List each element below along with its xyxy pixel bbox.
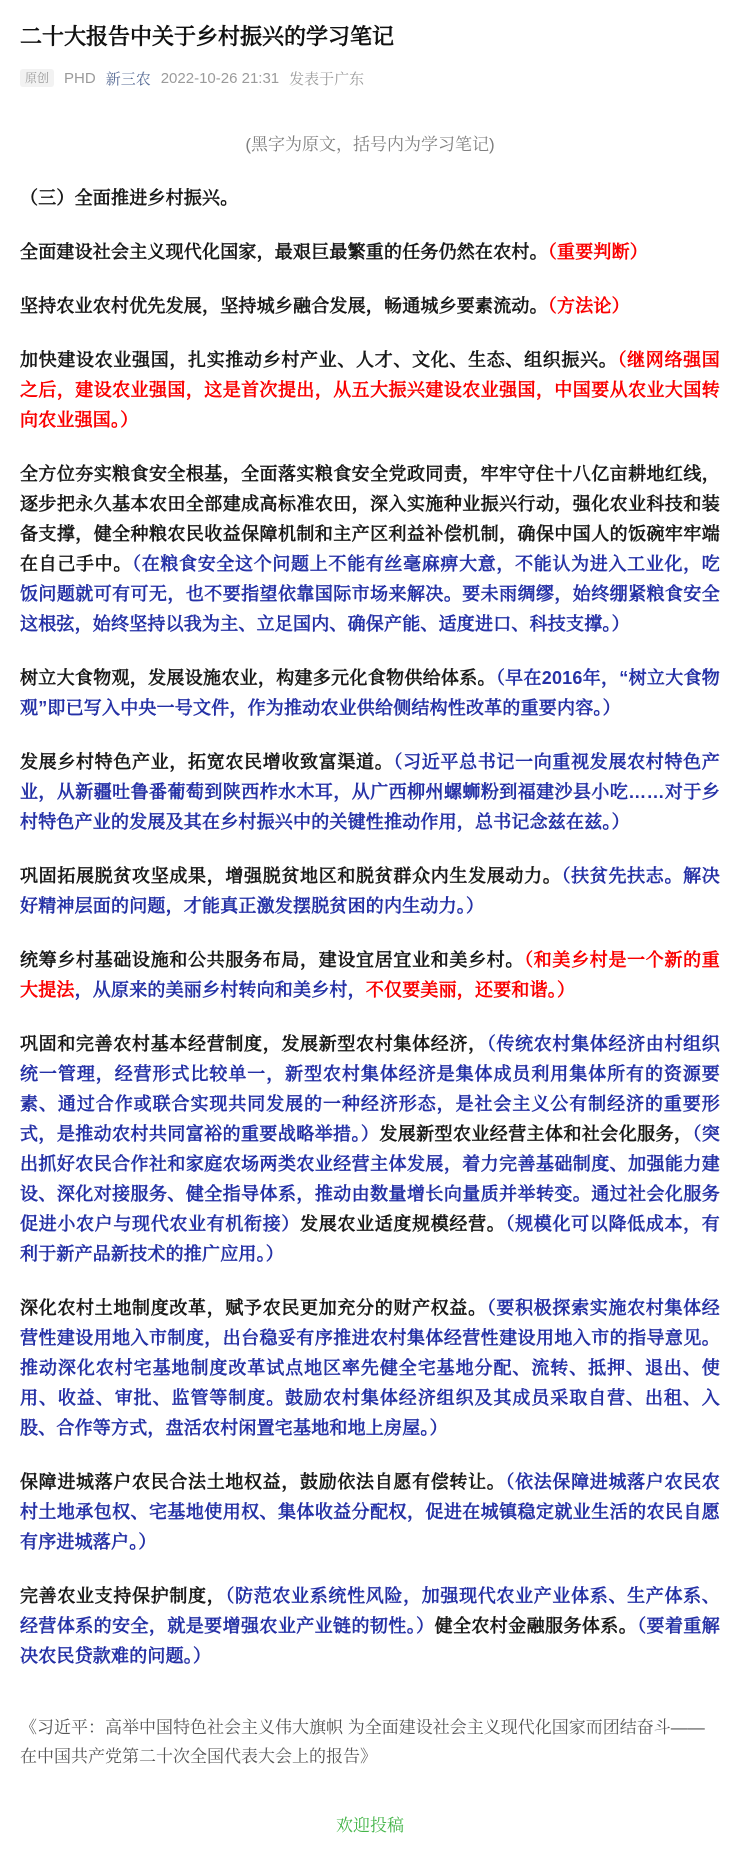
account-link[interactable]: 新三农 [105, 70, 151, 88]
article-paragraph [20, 459, 720, 639]
original-text-run: 完善农业支持保护制度， [20, 1585, 226, 1606]
article-paragraph [20, 291, 720, 321]
original-text-run: 统筹乡村基础设施和公共服务布局，建设宜居宜业和美乡村。 [20, 949, 525, 970]
article-paragraph [20, 1581, 720, 1671]
intro-note: (黑字为原文，括号内为学习笔记) [245, 134, 495, 154]
study-note-run-red: （和美乡村是一个新的重大提法 [20, 949, 720, 1000]
study-note-run-red: （继网络强国之后，建设农业强国，这是首次提出，从五大振兴建设农业强国，中国要从农业大国转向农业强国。） [20, 349, 720, 430]
original-text-run: 健全农村金融服务体系。 [434, 1615, 638, 1636]
study-note-run-red: 不仅要美丽，还要和谐。） [365, 979, 576, 1000]
study-note-run-blue: （要着重解决农民贷款难的问题。） [20, 1615, 721, 1666]
article-paragraph [20, 1293, 720, 1443]
publish-datetime: 2022-10-26 21:31 [160, 69, 280, 87]
study-note-run-blue: （扶贫先扶志。解决好精神层面的问题，才能真正激发摆脱贫困的内生动力。） [20, 865, 720, 916]
article-paragraph [20, 183, 720, 213]
article-footer [20, 1811, 720, 1836]
study-note-run-blue: （防范农业系统性风险，加强现代农业产业体系、生产体系、经营体系的安全，就是要增强农业产业链的韧性。） [20, 1585, 720, 1636]
publish-location: 发表于广东 [289, 70, 365, 88]
original-text-run: 全面建设社会主义现代化国家，最艰巨最繁重的任务仍然在农村。 [20, 241, 548, 262]
author-name: PHD [64, 69, 96, 87]
original-text-run: 巩固和完善农村基本经营制度，发展新型农村集体经济， [20, 1033, 487, 1054]
study-note-run-blue: （依法保障进城落户农民农村土地承包权、宅基地使用权、集体收益分配权，促进在城镇稳定就业生活的农民自愿有序进城落户。） [20, 1471, 720, 1552]
article-paragraph [20, 861, 720, 921]
study-note-run-blue: （规模化可以降低成本，有利于新产品新技术的推广应用。） [20, 1213, 721, 1264]
article-paragraph [20, 1029, 720, 1269]
article-meta [20, 68, 720, 89]
original-text-run: 坚持农业农村优先发展，坚持城乡融合发展，畅通城乡要素流动。 [20, 295, 548, 316]
original-text-run: 发展新型农业经营主体和社会化服务， [379, 1123, 693, 1144]
study-note-run-blue: （早在2016年，“树立大食物观”即已写入中央一号文件，作为推动农业供给侧结构性改革的重要内容。） [20, 667, 721, 718]
study-note-run-blue: ，从原来的美丽乡村转向和美乡村， [74, 979, 366, 1000]
article-paragraph [20, 663, 720, 723]
original-badge: 原创 [20, 69, 54, 87]
study-note-run-blue: （在粮食安全这个问题上不能有丝毫麻痹大意，不能认为进入工业化，吃饭问题就可有可无，也不要指望依靠国际市场来解决。要未雨绸缪，始终绷紧粮食安全这根弦，始终坚持以我为主、立足国内、确保产能、适度进口、科技支撑。） [20, 553, 720, 634]
study-note-run-blue: （要积极探索实施农村集体经营性建设用地入市制度，出台稳妥有序推进农村集体经营性建设用地入市的指导意见。推动深化农村宅基地制度改革试点地区率先健全宅基地分配、流转、抵押、退出、使用、收益、审批、监管等制度。鼓励农村集体经济组织及其成员采取自营、出租、入股、合作等方式，盘活农村闲置宅基地和地上房屋。） [20, 1297, 720, 1438]
page-title: 二十大报告中关于乡村振兴的学习笔记 [20, 24, 395, 49]
study-note-run-red: （方法论） [547, 295, 630, 316]
article-paragraphs [20, 183, 720, 1671]
study-note-run-blue: （传统农村集体经济由村组织统一管理，经营形式比较单一，新型农村集体经济是集体成员利用集体所有的资源要素、通过合作或联合实现共同发展的一种经济形态，是社会主义公有制经济的重要形式，是推动农村共同富裕的重要战略举措。） [20, 1033, 720, 1144]
article-paragraph [20, 747, 720, 837]
original-text-run: 发展农业适度规模经营。 [300, 1213, 506, 1234]
article-paragraph [20, 945, 720, 1005]
study-note-run-blue: （突出抓好农民合作社和家庭农场两类农业经营主体发展，着力完善基础制度、加强能力建设、深化对接服务、健全指导体系，推动由数量增长向量质并举转变。通过社会化服务促进小农户与现代农业有机衔接） [20, 1123, 720, 1234]
submit-article-link[interactable]: 欢迎投稿 [336, 1815, 404, 1835]
article-paragraph [20, 1467, 720, 1557]
report-reference: 《习近平：高举中国特色社会主义伟大旗帜 为全面建设社会主义现代化国家而团结奋斗——在中国共产党第二十次全国代表大会上的报告》 [20, 1717, 705, 1766]
original-text-run: 巩固拓展脱贫攻坚成果，增强脱贫地区和脱贫群众内生发展动力。 [20, 865, 562, 886]
original-text-run: 全方位夯实粮食安全根基，全面落实粮食安全党政同责，牢牢守住十八亿亩耕地红线，逐步把永久基本农田全部建成高标准农田，深入实施种业振兴行动，强化农业科技和装备支撑，健全种粮农民收益保障机制和主产区利益补偿机制，确保中国人的饭碗牢牢端在自己手中。 [20, 463, 720, 574]
original-text-run: 深化农村土地制度改革，赋予农民更加充分的财产权益。 [20, 1297, 487, 1318]
original-text-run: 保障进城落户农民合法土地权益，鼓励依法自愿有偿转让。 [20, 1471, 506, 1492]
article-paragraph [20, 345, 720, 435]
study-note-run-blue: （习近平总书记一向重视发展农村特色产业，从新疆吐鲁番葡萄到陕西柞水木耳，从广西柳州螺蛳粉到福建沙县小吃……对于乡村特色产业的发展及其在乡村振兴中的关键性推动作用，总书记念兹在兹。） [20, 751, 720, 832]
original-text-run: 加快建设农业强国，扎实推动乡村产业、人才、文化、生态、组织振兴。 [20, 349, 618, 370]
study-note-run-red: （重要判断） [547, 241, 648, 262]
original-text-run: 树立大食物观，发展设施农业，构建多元化食物供给体系。 [20, 667, 496, 688]
original-text-run: （三）全面推进乡村振兴。 [20, 187, 239, 208]
original-text-run: 发展乡村特色产业，拓宽农民增收致富渠道。 [20, 751, 394, 772]
article-paragraph [20, 237, 720, 267]
